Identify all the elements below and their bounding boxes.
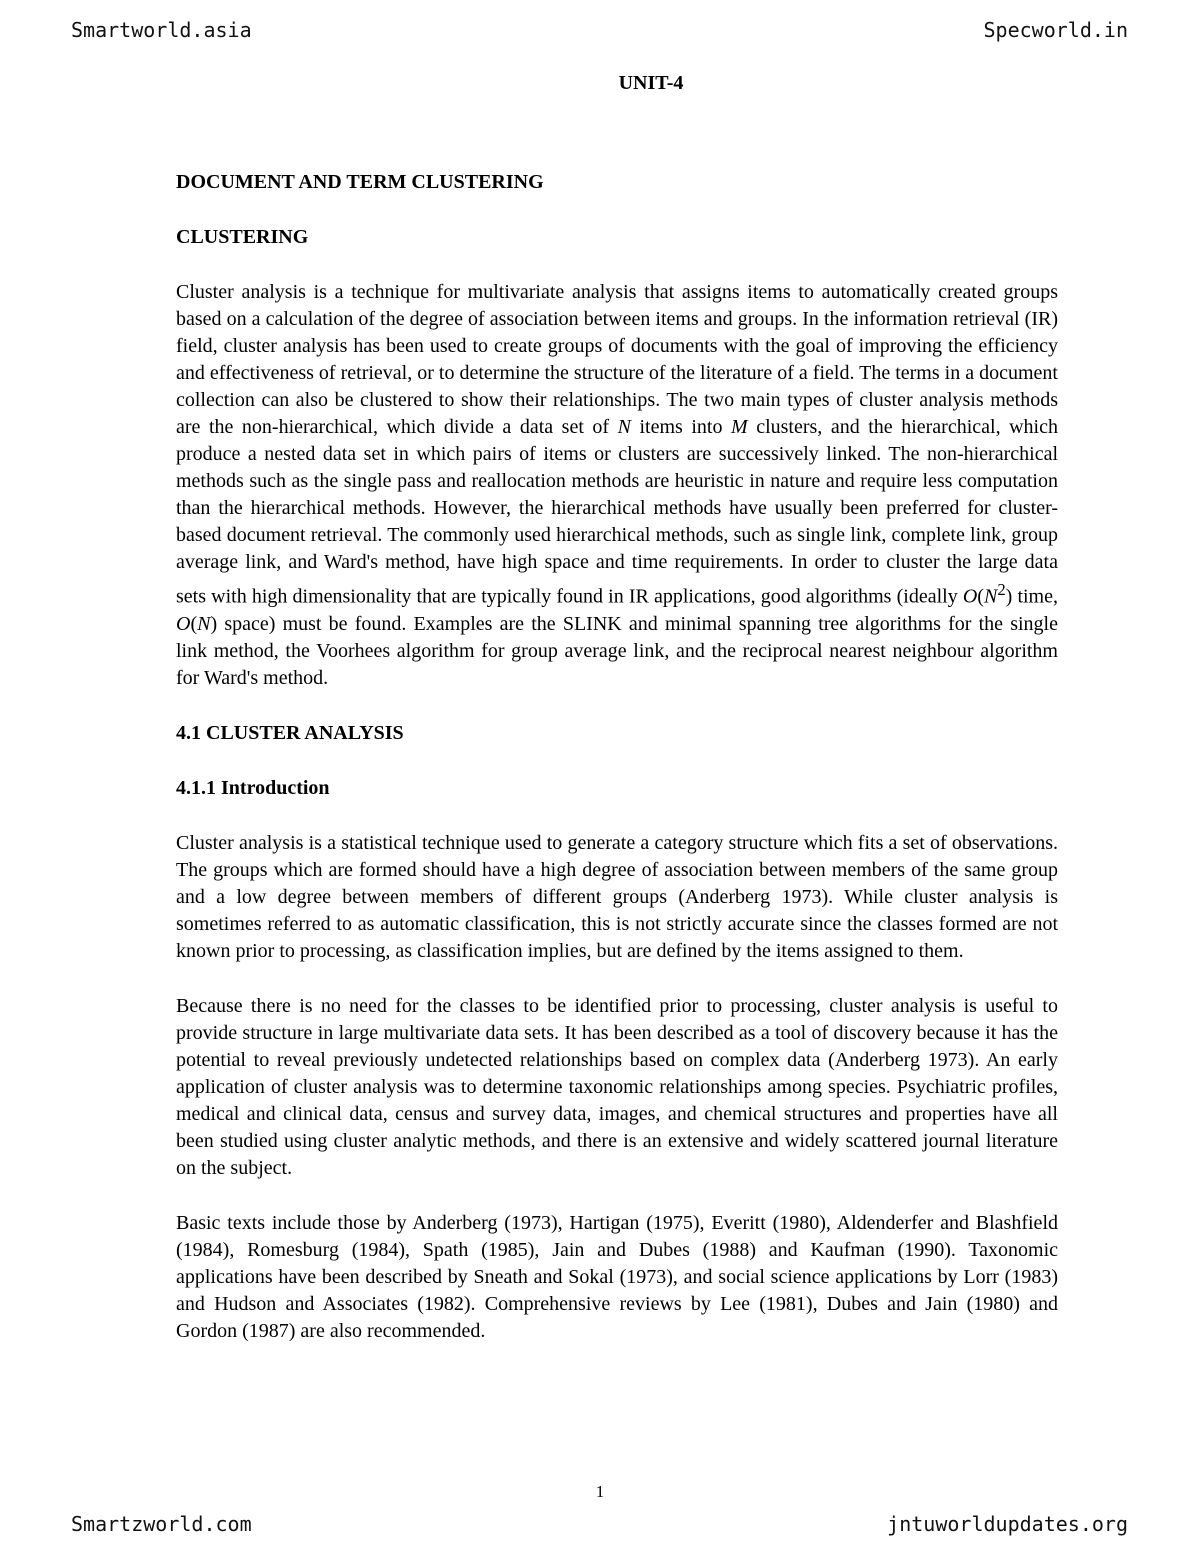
heading-clustering: CLUSTERING	[176, 226, 309, 248]
italic-o: O	[962, 585, 978, 608]
page-number: 1	[595, 1482, 605, 1501]
watermark-top-right: Specworld.in	[983, 18, 1128, 42]
text-run: (	[190, 612, 198, 635]
heading-cluster-analysis: 4.1 CLUSTER ANALYSIS	[176, 721, 404, 744]
text-run: ) space) must be found. Examples are the SLINK and minimal spanning tree algorithms for the single link method, the Voorhees algorithm for group average link, and the reciprocal nearest neighbour algorithm for Ward's method.	[176, 612, 1058, 689]
italic-n: N	[197, 612, 211, 635]
watermark-bottom-right: jntuworldupdates.org	[887, 1512, 1128, 1536]
text-run: ) time,	[1005, 585, 1058, 608]
italic-n: N	[983, 585, 998, 608]
text-run: (	[977, 585, 984, 608]
heading-introduction: 4.1.1 Introduction	[176, 776, 330, 799]
heading-document-term-clustering: DOCUMENT AND TERM CLUSTERING	[176, 171, 544, 193]
paragraph-clustering	[176, 279, 1058, 692]
text-run: clusters, and the hierarchical, which produce a nested data set in which pairs of items or clusters are successively linked. The non-hierarchical methods such as the single pass and reallocation methods are heuristic in nature and require less computation than the hierarchical methods. However, the hierarchical methods have usually been preferred for cluster-based document retrieval. The commonly used hierarchical methods, such as single link, complete link, group average link, and Ward's method, have high space and time requirements. In order to cluster the large data sets with high dimensionality that are typically found in IR applications, good algorithms (ideally	[176, 416, 1058, 608]
superscript: 2	[997, 580, 1006, 599]
italic-m: M	[731, 416, 748, 438]
unit-title: UNIT-4	[618, 72, 684, 94]
italic-o: O	[176, 612, 191, 635]
paragraph-intro-1: Cluster analysis is a statistical technique used to generate a category structure which fits a set of observations. The groups which are formed should have a high degree of association between members of the same group and a low degree between members of different groups (Anderberg 1973). While cluster analysis is sometimes referred to as automatic classification, this is not strictly accurate since the classes formed are not known prior to processing, as classification implies, but are defined by the items assigned to them.	[176, 831, 1058, 962]
italic-n: N	[617, 416, 631, 438]
paragraph-intro-3: Basic texts include those by Anderberg (1973), Hartigan (1975), Everitt (1980), Aldenderfer and Blashfield (1984), Romesburg (1984), Spath (1985), Jain and Dubes (1988) and Kaufman (1990). Taxonomic applications have been described by Sneath and Sokal (1973), and social science applications by Lorr (1983) and Hudson and Associates (1982). Comprehensive reviews by Lee (1981), Dubes and Jain (1980) and Gordon (1987) are also recommended.	[176, 1211, 1058, 1342]
text-run: Cluster analysis is a technique for multivariate analysis that assigns items to automatically created groups based on a calculation of the degree of association between items and groups. In the information retrieval (IR) field, cluster analysis has been used to create groups of documents with the goal of improving the efficiency and effectiveness of retrieval, or to determine the structure of the literature of a field. The terms in a document collection can also be clustered to show their relationships. The two main types of cluster analysis methods are the non-hierarchical, which divide a data set of	[176, 281, 1058, 438]
page-content	[176, 70, 1058, 1345]
watermark-bottom-left: Smartzworld.com	[71, 1512, 252, 1536]
text-run: items into	[630, 416, 731, 438]
watermark-top-left: Smartworld.asia	[71, 18, 252, 42]
paragraph-intro-2: Because there is no need for the classes to be identified prior to processing, cluster analysis is useful to provide structure in large multivariate data sets. It has been described as a tool of discovery because it has the potential to reveal previously undetected relationships based on complex data (Anderberg 1973). An early application of cluster analysis was to determine taxonomic relationships among species. Psychiatric profiles, medical and clinical data, census and survey data, images, and chemical structures and properties have all been studied using cluster analytic methods, and there is an extensive and widely scattered journal literature on the subject.	[176, 994, 1058, 1179]
